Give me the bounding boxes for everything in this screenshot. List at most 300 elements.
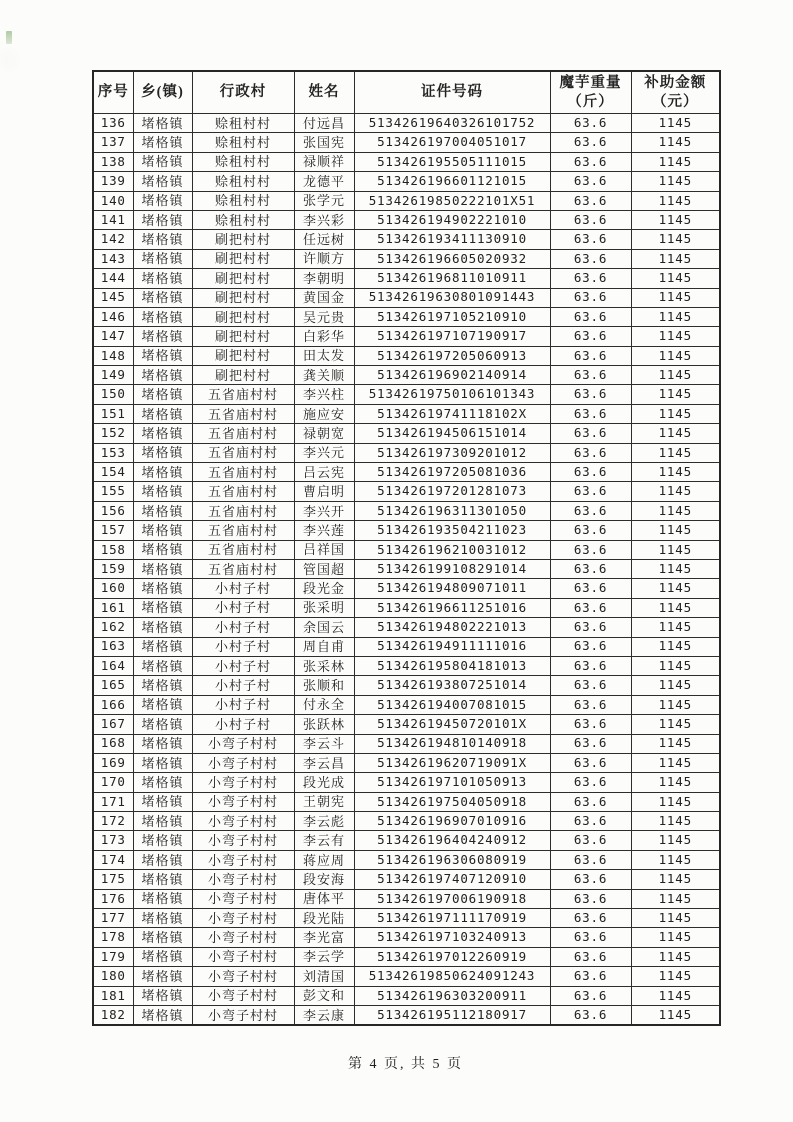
table-row (93, 676, 720, 695)
cell-id-number: 513426196210031012 (354, 540, 550, 559)
cell-subsidy: 1145 (631, 579, 720, 598)
cell-id-number: 513426197105210910 (354, 307, 550, 326)
cell-name: 李兴开 (294, 501, 354, 520)
cell-weight: 63.6 (550, 501, 631, 520)
cell-weight: 63.6 (550, 385, 631, 404)
table-row (93, 579, 720, 598)
cell-village: 赊租村村 (192, 133, 294, 152)
cell-subsidy: 1145 (631, 114, 720, 133)
cell-index: 150 (93, 385, 133, 404)
cell-name: 李兴元 (294, 443, 354, 462)
cell-name: 吕云宪 (294, 463, 354, 482)
cell-weight: 63.6 (550, 618, 631, 637)
cell-id-number: 513426196404240912 (354, 831, 550, 850)
cell-index: 138 (93, 152, 133, 171)
cell-township: 堵格镇 (133, 327, 192, 346)
cell-subsidy: 1145 (631, 598, 720, 617)
cell-weight: 63.6 (550, 947, 631, 966)
cell-weight: 63.6 (550, 307, 631, 326)
cell-village: 小村子村 (192, 618, 294, 637)
cell-id-number: 513426194902221010 (354, 210, 550, 229)
cell-subsidy: 1145 (631, 307, 720, 326)
cell-village: 五省庙村村 (192, 443, 294, 462)
cell-id-number: 513426196601121015 (354, 172, 550, 191)
cell-name: 张采林 (294, 656, 354, 675)
cell-township: 堵格镇 (133, 676, 192, 695)
table-row (93, 947, 720, 966)
cell-index: 158 (93, 540, 133, 559)
cell-id-number: 513426194007081015 (354, 695, 550, 714)
table-row (93, 249, 720, 268)
cell-name: 段光金 (294, 579, 354, 598)
cell-index: 168 (93, 734, 133, 753)
cell-index: 156 (93, 501, 133, 520)
cell-subsidy: 1145 (631, 521, 720, 540)
cell-village: 小村子村 (192, 656, 294, 675)
cell-name: 李兴彩 (294, 210, 354, 229)
cell-index: 157 (93, 521, 133, 540)
cell-subsidy: 1145 (631, 540, 720, 559)
cell-township: 堵格镇 (133, 249, 192, 268)
cell-township: 堵格镇 (133, 695, 192, 714)
cell-weight: 63.6 (550, 424, 631, 443)
table-row (93, 404, 720, 423)
cell-village: 五省庙村村 (192, 521, 294, 540)
cell-township: 堵格镇 (133, 521, 192, 540)
cell-township: 堵格镇 (133, 909, 192, 928)
table-row (93, 114, 720, 133)
table-row (93, 1005, 720, 1025)
cell-weight: 63.6 (550, 191, 631, 210)
cell-id-number: 513426193504211023 (354, 521, 550, 540)
cell-id-number: 513426196311301050 (354, 501, 550, 520)
cell-index: 167 (93, 715, 133, 734)
cell-name: 张顺和 (294, 676, 354, 695)
cell-id-number: 513426197504050918 (354, 792, 550, 811)
cell-id-number: 513426196605020932 (354, 249, 550, 268)
cell-name: 任远树 (294, 230, 354, 249)
cell-weight: 63.6 (550, 598, 631, 617)
cell-subsidy: 1145 (631, 288, 720, 307)
cell-name: 李兴莲 (294, 521, 354, 540)
cell-name: 禄顺祥 (294, 152, 354, 171)
table-row (93, 133, 720, 152)
cell-id-number: 513426194802221013 (354, 618, 550, 637)
cell-weight: 63.6 (550, 404, 631, 423)
cell-subsidy: 1145 (631, 327, 720, 346)
cell-name: 余国云 (294, 618, 354, 637)
table-row (93, 889, 720, 908)
table-row (93, 307, 720, 326)
cell-subsidy: 1145 (631, 482, 720, 501)
cell-name: 许顺方 (294, 249, 354, 268)
cell-township: 堵格镇 (133, 288, 192, 307)
cell-weight: 63.6 (550, 463, 631, 482)
cell-id-number: 513426194506151014 (354, 424, 550, 443)
table-row (93, 656, 720, 675)
cell-index: 149 (93, 366, 133, 385)
cell-name: 李光富 (294, 928, 354, 947)
table-row (93, 618, 720, 637)
cell-index: 159 (93, 559, 133, 578)
cell-name: 龙德平 (294, 172, 354, 191)
cell-weight: 63.6 (550, 656, 631, 675)
cell-index: 141 (93, 210, 133, 229)
cell-name: 段安海 (294, 870, 354, 889)
cell-township: 堵格镇 (133, 637, 192, 656)
cell-subsidy: 1145 (631, 133, 720, 152)
cell-subsidy: 1145 (631, 792, 720, 811)
cell-village: 五省庙村村 (192, 540, 294, 559)
cell-id-number: 513426197107190917 (354, 327, 550, 346)
cell-name: 曹启明 (294, 482, 354, 501)
cell-village: 小弯子村村 (192, 889, 294, 908)
cell-weight: 63.6 (550, 366, 631, 385)
cell-village: 小弯子村村 (192, 870, 294, 889)
cell-id-number: 51342619620719091X (354, 753, 550, 772)
cell-subsidy: 1145 (631, 986, 720, 1005)
col-header-name: 姓名 (294, 71, 354, 114)
cell-name: 李朝明 (294, 269, 354, 288)
cell-subsidy: 1145 (631, 947, 720, 966)
cell-name: 李云康 (294, 1005, 354, 1025)
cell-id-number: 513426199108291014 (354, 559, 550, 578)
cell-village: 小弯子村村 (192, 947, 294, 966)
table-row (93, 210, 720, 229)
cell-index: 161 (93, 598, 133, 617)
cell-name: 周自甫 (294, 637, 354, 656)
cell-index: 154 (93, 463, 133, 482)
table-row (93, 482, 720, 501)
table-row (93, 598, 720, 617)
cell-index: 162 (93, 618, 133, 637)
cell-township: 堵格镇 (133, 463, 192, 482)
cell-township: 堵格镇 (133, 540, 192, 559)
cell-township: 堵格镇 (133, 307, 192, 326)
cell-subsidy: 1145 (631, 269, 720, 288)
cell-township: 堵格镇 (133, 482, 192, 501)
cell-village: 小弯子村村 (192, 773, 294, 792)
cell-weight: 63.6 (550, 579, 631, 598)
cell-index: 182 (93, 1005, 133, 1025)
cell-weight: 63.6 (550, 734, 631, 753)
cell-subsidy: 1145 (631, 249, 720, 268)
cell-weight: 63.6 (550, 773, 631, 792)
cell-village: 赊租村村 (192, 210, 294, 229)
cell-village: 刷把村村 (192, 230, 294, 249)
table-row (93, 559, 720, 578)
cell-subsidy: 1145 (631, 424, 720, 443)
cell-weight: 63.6 (550, 967, 631, 986)
cell-index: 160 (93, 579, 133, 598)
cell-id-number: 513426194809071011 (354, 579, 550, 598)
cell-weight: 63.6 (550, 637, 631, 656)
cell-village: 刷把村村 (192, 366, 294, 385)
cell-township: 堵格镇 (133, 967, 192, 986)
cell-village: 小弯子村村 (192, 812, 294, 831)
cell-weight: 63.6 (550, 986, 631, 1005)
cell-township: 堵格镇 (133, 133, 192, 152)
cell-village: 小村子村 (192, 715, 294, 734)
cell-index: 175 (93, 870, 133, 889)
table-row (93, 695, 720, 714)
cell-village: 五省庙村村 (192, 385, 294, 404)
cell-name: 管国超 (294, 559, 354, 578)
cell-township: 堵格镇 (133, 870, 192, 889)
cell-id-number: 513426197006190918 (354, 889, 550, 908)
cell-township: 堵格镇 (133, 114, 192, 133)
cell-name: 李云昌 (294, 753, 354, 772)
cell-village: 小弯子村村 (192, 986, 294, 1005)
table-row (93, 967, 720, 986)
table-row (93, 637, 720, 656)
cell-id-number: 513426195804181013 (354, 656, 550, 675)
cell-index: 163 (93, 637, 133, 656)
cell-subsidy: 1145 (631, 1005, 720, 1025)
cell-index: 170 (93, 773, 133, 792)
cell-name: 李云斗 (294, 734, 354, 753)
table-row (93, 540, 720, 559)
table-row (93, 443, 720, 462)
cell-village: 五省庙村村 (192, 463, 294, 482)
cell-village: 赊租村村 (192, 114, 294, 133)
cell-name: 彭文和 (294, 986, 354, 1005)
cell-village: 刷把村村 (192, 307, 294, 326)
cell-id-number: 513426193807251014 (354, 676, 550, 695)
cell-index: 140 (93, 191, 133, 210)
table-row (93, 366, 720, 385)
cell-weight: 63.6 (550, 909, 631, 928)
table-row (93, 850, 720, 869)
cell-index: 155 (93, 482, 133, 501)
cell-township: 堵格镇 (133, 1005, 192, 1025)
cell-village: 五省庙村村 (192, 404, 294, 423)
cell-township: 堵格镇 (133, 618, 192, 637)
cell-township: 堵格镇 (133, 734, 192, 753)
cell-weight: 63.6 (550, 1005, 631, 1025)
cell-weight: 63.6 (550, 346, 631, 365)
cell-index: 178 (93, 928, 133, 947)
cell-name: 李兴柱 (294, 385, 354, 404)
cell-index: 139 (93, 172, 133, 191)
cell-weight: 63.6 (550, 443, 631, 462)
cell-index: 165 (93, 676, 133, 695)
cell-index: 146 (93, 307, 133, 326)
table-row (93, 463, 720, 482)
scan-artifact-mark (6, 31, 12, 44)
cell-subsidy: 1145 (631, 850, 720, 869)
cell-subsidy: 1145 (631, 676, 720, 695)
cell-village: 小村子村 (192, 676, 294, 695)
cell-township: 堵格镇 (133, 831, 192, 850)
subsidy-table (92, 70, 721, 1026)
cell-weight: 63.6 (550, 327, 631, 346)
cell-township: 堵格镇 (133, 230, 192, 249)
table-row (93, 773, 720, 792)
table-row (93, 870, 720, 889)
cell-subsidy: 1145 (631, 909, 720, 928)
cell-village: 赊租村村 (192, 191, 294, 210)
cell-name: 李云有 (294, 831, 354, 850)
cell-name: 张学元 (294, 191, 354, 210)
cell-index: 136 (93, 114, 133, 133)
cell-index: 169 (93, 753, 133, 772)
cell-village: 小村子村 (192, 695, 294, 714)
cell-id-number: 51342619640326101752 (354, 114, 550, 133)
cell-subsidy: 1145 (631, 715, 720, 734)
cell-name: 唐体平 (294, 889, 354, 908)
col-header-village: 行政村 (192, 71, 294, 114)
cell-subsidy: 1145 (631, 637, 720, 656)
cell-index: 174 (93, 850, 133, 869)
cell-id-number: 51342619850222101X51 (354, 191, 550, 210)
cell-township: 堵格镇 (133, 172, 192, 191)
cell-subsidy: 1145 (631, 812, 720, 831)
cell-name: 刘清国 (294, 967, 354, 986)
cell-id-number: 513426197309201012 (354, 443, 550, 462)
cell-township: 堵格镇 (133, 656, 192, 675)
cell-id-number: 513426197012260919 (354, 947, 550, 966)
cell-id-number: 51342619741118102X (354, 404, 550, 423)
cell-id-number: 513426196611251016 (354, 598, 550, 617)
cell-township: 堵格镇 (133, 559, 192, 578)
table-row (93, 501, 720, 520)
cell-index: 148 (93, 346, 133, 365)
cell-weight: 63.6 (550, 753, 631, 772)
cell-weight: 63.6 (550, 269, 631, 288)
cell-township: 堵格镇 (133, 404, 192, 423)
table-row (93, 928, 720, 947)
cell-id-number: 513426196306080919 (354, 850, 550, 869)
table-row (93, 191, 720, 210)
cell-subsidy: 1145 (631, 656, 720, 675)
col-header-subsidy-line1: 补助金额 (644, 74, 707, 91)
table-row (93, 986, 720, 1005)
cell-village: 小弯子村村 (192, 792, 294, 811)
cell-village: 赊租村村 (192, 152, 294, 171)
col-header-township: 乡(镇) (133, 71, 192, 114)
cell-index: 142 (93, 230, 133, 249)
cell-village: 刷把村村 (192, 346, 294, 365)
cell-weight: 63.6 (550, 889, 631, 908)
cell-village: 小村子村 (192, 579, 294, 598)
cell-name: 付永全 (294, 695, 354, 714)
cell-weight: 63.6 (550, 133, 631, 152)
cell-id-number: 51342619630801091443 (354, 288, 550, 307)
cell-weight: 63.6 (550, 792, 631, 811)
cell-village: 小村子村 (192, 637, 294, 656)
cell-township: 堵格镇 (133, 753, 192, 772)
cell-id-number: 513426197201281073 (354, 482, 550, 501)
cell-subsidy: 1145 (631, 889, 720, 908)
cell-subsidy: 1145 (631, 443, 720, 462)
cell-township: 堵格镇 (133, 792, 192, 811)
cell-village: 五省庙村村 (192, 559, 294, 578)
cell-village: 五省庙村村 (192, 482, 294, 501)
cell-subsidy: 1145 (631, 191, 720, 210)
cell-subsidy: 1145 (631, 230, 720, 249)
cell-subsidy: 1145 (631, 618, 720, 637)
cell-subsidy: 1145 (631, 695, 720, 714)
cell-weight: 63.6 (550, 812, 631, 831)
cell-weight: 63.6 (550, 676, 631, 695)
cell-index: 153 (93, 443, 133, 462)
cell-township: 堵格镇 (133, 501, 192, 520)
table-row (93, 385, 720, 404)
cell-weight: 63.6 (550, 482, 631, 501)
cell-index: 143 (93, 249, 133, 268)
cell-subsidy: 1145 (631, 928, 720, 947)
cell-township: 堵格镇 (133, 850, 192, 869)
cell-name: 王朝宪 (294, 792, 354, 811)
cell-subsidy: 1145 (631, 870, 720, 889)
cell-subsidy: 1145 (631, 463, 720, 482)
cell-township: 堵格镇 (133, 191, 192, 210)
cell-id-number: 513426196303200911 (354, 986, 550, 1005)
cell-weight: 63.6 (550, 559, 631, 578)
cell-village: 五省庙村村 (192, 501, 294, 520)
cell-township: 堵格镇 (133, 773, 192, 792)
cell-id-number: 513426197407120910 (354, 870, 550, 889)
cell-name: 付远昌 (294, 114, 354, 133)
cell-weight: 63.6 (550, 831, 631, 850)
cell-subsidy: 1145 (631, 152, 720, 171)
cell-name: 白彩华 (294, 327, 354, 346)
cell-index: 177 (93, 909, 133, 928)
table-row (93, 346, 720, 365)
cell-village: 小弯子村村 (192, 909, 294, 928)
cell-village: 刷把村村 (192, 327, 294, 346)
cell-index: 172 (93, 812, 133, 831)
cell-index: 180 (93, 967, 133, 986)
cell-weight: 63.6 (550, 152, 631, 171)
cell-village: 小村子村 (192, 598, 294, 617)
cell-township: 堵格镇 (133, 385, 192, 404)
cell-index: 171 (93, 792, 133, 811)
cell-subsidy: 1145 (631, 559, 720, 578)
col-header-subsidy-line2: （元） (652, 93, 699, 110)
cell-id-number: 513426193411130910 (354, 230, 550, 249)
cell-weight: 63.6 (550, 715, 631, 734)
cell-weight: 63.6 (550, 249, 631, 268)
cell-id-number: 513426197103240913 (354, 928, 550, 947)
cell-index: 176 (93, 889, 133, 908)
cell-name: 李云学 (294, 947, 354, 966)
cell-subsidy: 1145 (631, 366, 720, 385)
cell-subsidy: 1145 (631, 753, 720, 772)
cell-name: 蒋应周 (294, 850, 354, 869)
cell-name: 张国宪 (294, 133, 354, 152)
cell-village: 刷把村村 (192, 249, 294, 268)
cell-village: 小弯子村村 (192, 734, 294, 753)
col-header-weight (550, 71, 631, 114)
cell-subsidy: 1145 (631, 773, 720, 792)
cell-weight: 63.6 (550, 850, 631, 869)
table-row (93, 152, 720, 171)
page-footer: 第 4 页, 共 5 页 (348, 1057, 463, 1072)
table-row (93, 230, 720, 249)
table-row (93, 424, 720, 443)
table-row (93, 172, 720, 191)
cell-id-number: 51342619850624091243 (354, 967, 550, 986)
cell-name: 禄朝宽 (294, 424, 354, 443)
table-row (93, 792, 720, 811)
cell-id-number: 513426195112180917 (354, 1005, 550, 1025)
cell-township: 堵格镇 (133, 889, 192, 908)
table-row (93, 715, 720, 734)
cell-name: 田太发 (294, 346, 354, 365)
cell-subsidy: 1145 (631, 734, 720, 753)
